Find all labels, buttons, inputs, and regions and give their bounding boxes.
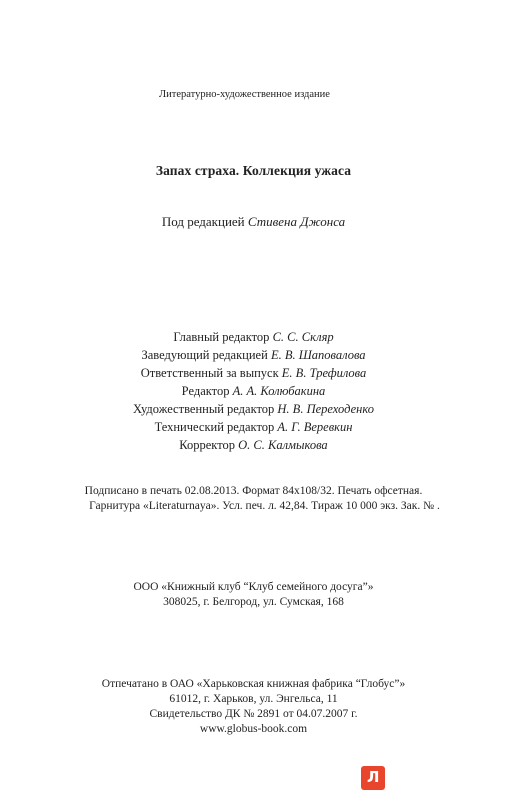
credit-line xyxy=(0,436,507,454)
credits-block xyxy=(0,328,507,454)
credit-line xyxy=(0,346,507,364)
edited-by-name: Стивена Джонса xyxy=(247,214,346,229)
litres-logo-icon xyxy=(361,766,385,790)
credit-name: А. А. Колюбакина xyxy=(232,384,326,398)
print-info xyxy=(0,484,507,514)
printer-address: 61012, г. Харьков, ул. Энгельса, 11 xyxy=(169,693,338,705)
publisher-name: ООО «Книжный клуб “Клуб семейного досуга”» xyxy=(133,581,374,593)
printer-website: www.globus-book.com xyxy=(199,723,308,735)
edited-by-prefix: Под редакцией xyxy=(161,214,245,229)
credit-line xyxy=(0,400,507,418)
printer-block xyxy=(0,677,507,737)
publisher-block xyxy=(0,580,507,610)
credit-name: С. С. Скляр xyxy=(272,330,334,344)
credit-name: Е. В. Шаповалова xyxy=(270,348,366,362)
credit-role: Заведующий редакцией xyxy=(141,348,268,362)
credit-line xyxy=(0,382,507,400)
credit-role: Редактор xyxy=(181,384,230,398)
credit-name: Н. В. Переходенко xyxy=(277,402,374,416)
credit-line xyxy=(0,364,507,382)
credit-name: А. Г. Веревкин xyxy=(277,420,353,434)
printer-certificate: Свидетельство ДК № 2891 от 04.07.2007 г. xyxy=(149,708,358,720)
print-info-line-2: Гарнитура «Literaturnaya». Усл. печ. л. 42,84. Тираж 10 000 экз. Зак. № . xyxy=(89,500,440,512)
credit-role: Ответственный за выпуск xyxy=(140,366,279,380)
credit-role: Технический редактор xyxy=(154,420,275,434)
credit-role: Корректор xyxy=(179,438,236,452)
credit-name: Е. В. Трефилова xyxy=(281,366,367,380)
genre-line: Литературно-художественное издание xyxy=(159,89,330,100)
publisher-address: 308025, г. Белгород, ул. Сумская, 168 xyxy=(163,596,344,608)
print-info-line-1: Подписано в печать 02.08.2013. Формат 84x108/32. Печать офсетная. xyxy=(84,485,423,497)
credit-role: Художественный редактор xyxy=(133,402,275,416)
credit-name: О. С. Калмыкова xyxy=(238,438,328,452)
printer-name: Отпечатано в ОАО «Харьковская книжная фабрика “Глобус”» xyxy=(101,678,406,690)
edited-by xyxy=(0,214,507,230)
book-title: Запах страха. Коллекция ужаса xyxy=(155,163,352,178)
logo-letter: Л xyxy=(367,768,380,786)
credit-line xyxy=(0,418,507,436)
credit-line xyxy=(0,328,507,346)
credit-role: Главный редактор xyxy=(173,330,270,344)
